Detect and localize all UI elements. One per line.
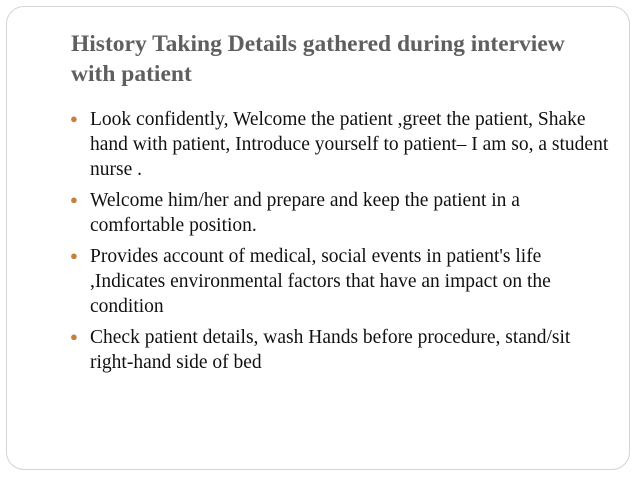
circle-bullet-icon: ● <box>70 329 78 344</box>
circle-bullet-icon: ● <box>70 248 78 263</box>
bullet-text: Provides account of medical, social events in patient's life ,Indicates environmental factors that have an impact on the condition <box>90 246 551 317</box>
bullet-item-welcome <box>70 188 615 238</box>
bullet-text: Welcome him/her and prepare and keep the patient in a comfortable position. <box>90 190 520 236</box>
bullet-item-look-confidently <box>70 107 615 182</box>
circle-bullet-icon: ● <box>70 111 78 126</box>
circle-bullet-icon: ● <box>70 192 78 207</box>
bullet-item-account <box>70 244 615 319</box>
bullet-list <box>70 107 615 381</box>
slide-title: History Taking Details gathered during interview with patient <box>71 31 565 87</box>
bullet-text: Look confidently, Welcome the patient ,greet the patient, Shake hand with patient, Introduce yourself to patient– I am so, a student nurse . <box>90 109 609 180</box>
bullet-item-check-details <box>70 325 615 375</box>
bullet-text: Check patient details, wash Hands before procedure, stand/sit right-hand side of bed <box>90 327 571 373</box>
